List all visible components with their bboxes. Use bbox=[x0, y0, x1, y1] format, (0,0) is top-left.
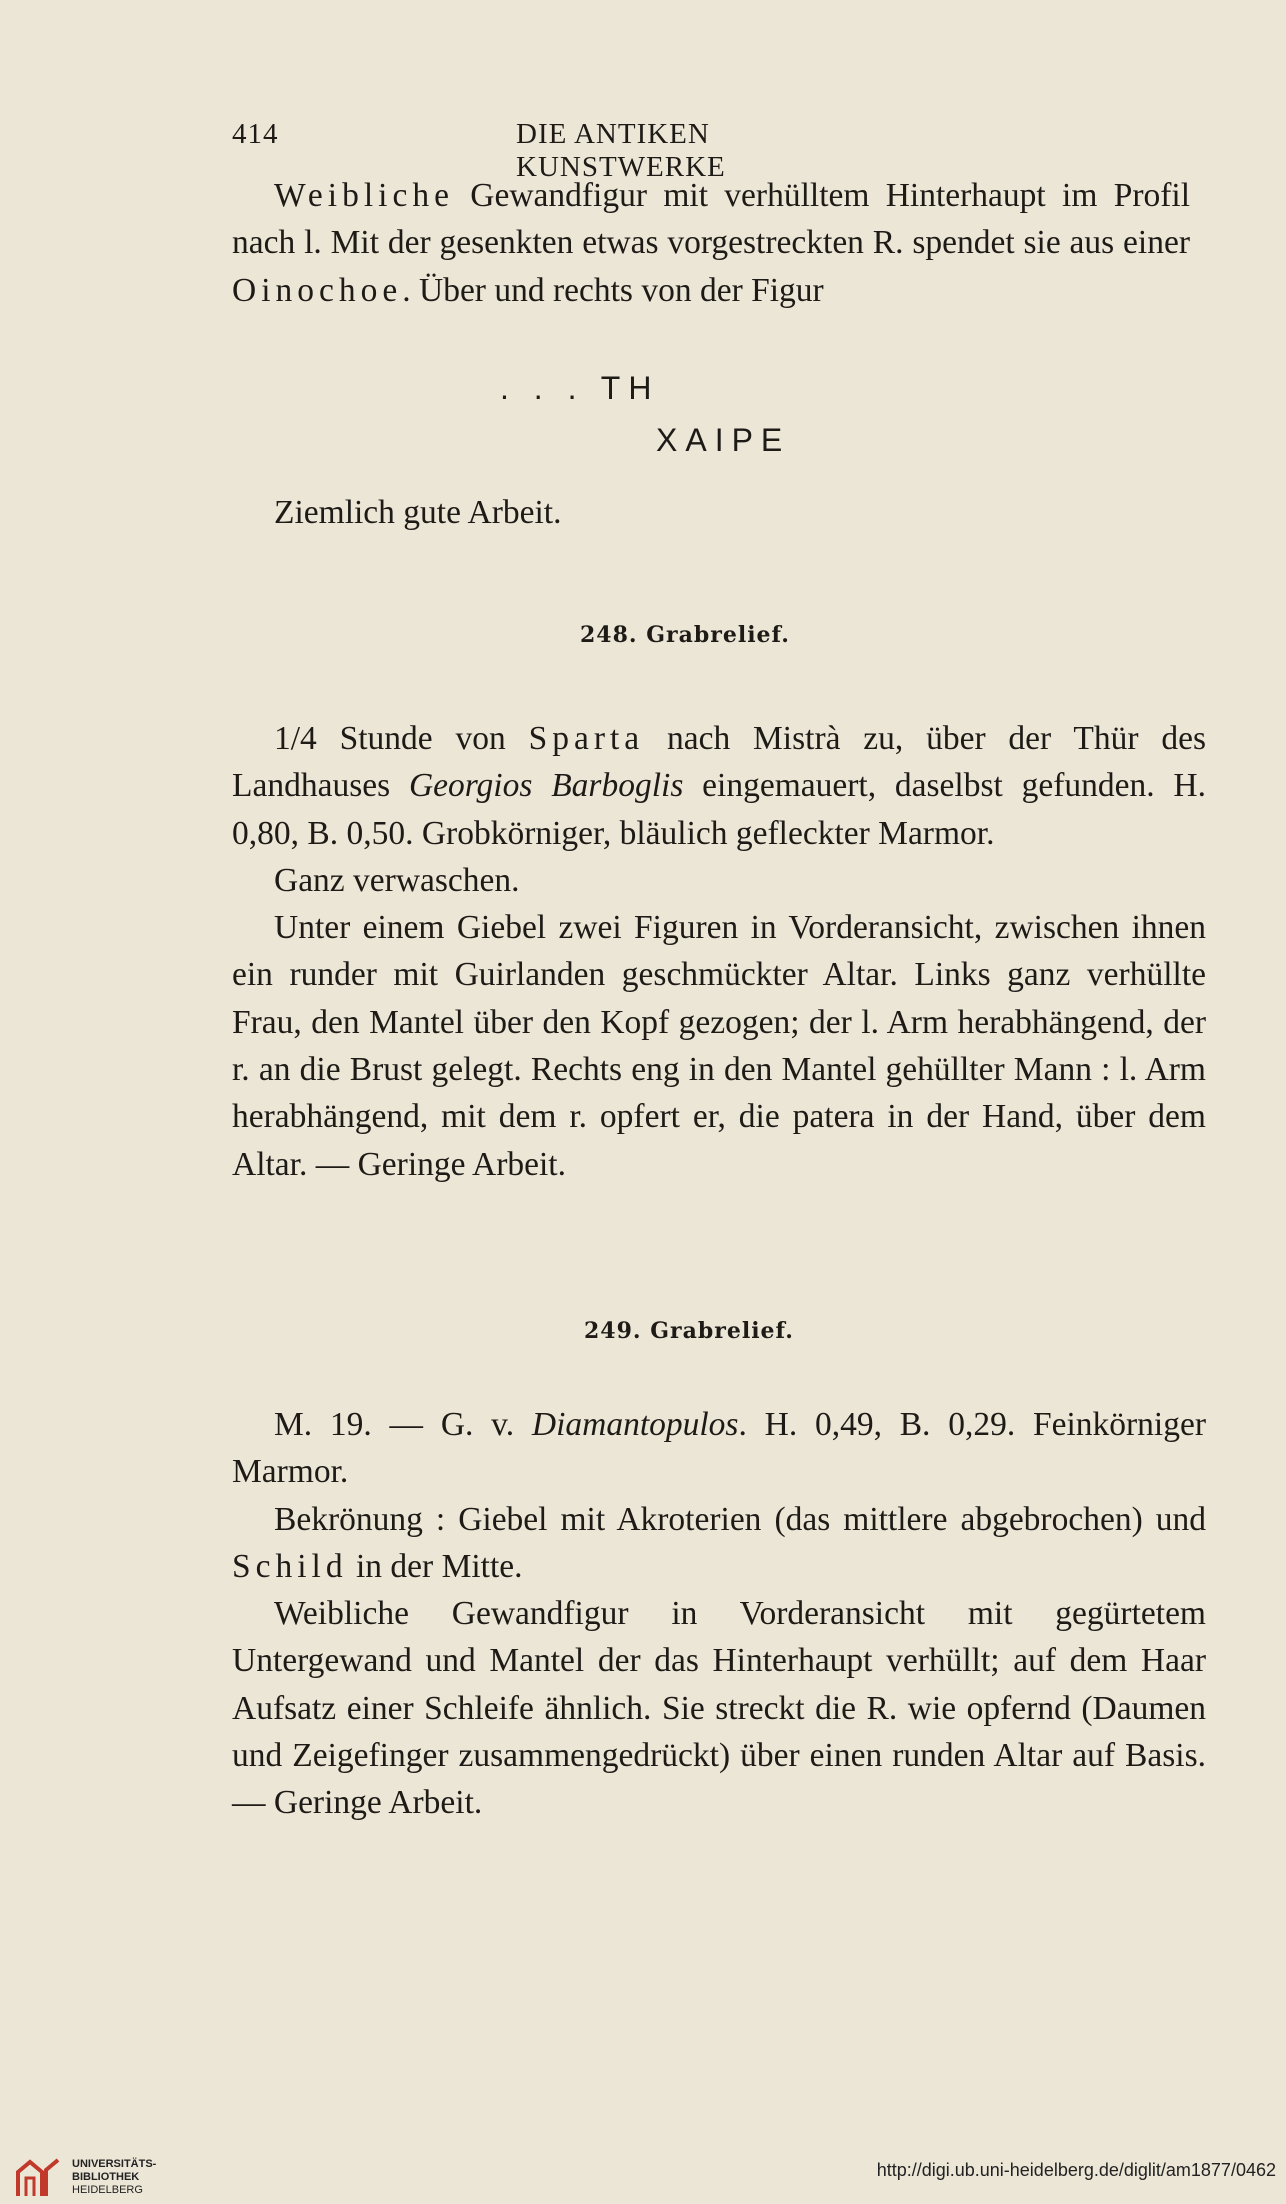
page-body bbox=[232, 172, 1206, 314]
spaced-word: Schild bbox=[232, 1547, 348, 1585]
paragraph-text: . H. 0,49, B. 0,29. Feinkörniger Marmor. bbox=[232, 1406, 1206, 1491]
paragraph-text: Gewandfigur mit verhülltem Hinterhaupt im Profil nach l. Mit der gesenkten etwas vorgestreckten R. spendet sie aus einer bbox=[232, 177, 1191, 262]
entry-248-paragraph-1 bbox=[232, 715, 1206, 857]
paragraph-text: in der Mitte. bbox=[356, 1547, 523, 1585]
library-line-1: UNIVERSITÄTS- bbox=[72, 2158, 157, 2170]
paragraph-text: Bekrönung : Giebel mit Akroterien (das mittlere abgebrochen) und bbox=[274, 1500, 1206, 1538]
entry-249-paragraph-3: Weibliche Gewandfigur in Vorderansicht mit gegürtetem Untergewand und Mantel der das Hinterhaupt verhüllt; auf dem Haar Aufsatz einer Schleife ähnlich. Sie streckt die R. wie opfernd (Daumen und Zeigefinger zusammengedrückt) über einen runden Altar auf Basis. — Geringe Arbeit. bbox=[232, 1595, 1206, 1822]
paragraph-text: eingemauert, daselbst gefunden. H. 0,80, B. 0,50. Grobkörniger, bläulich gefleckter Marmor. bbox=[232, 767, 1206, 852]
paragraph-text: . Über und rechts von der Figur bbox=[402, 271, 824, 309]
person-name: Georgios Barboglis bbox=[408, 767, 684, 805]
inscription-line-2: XAIPE bbox=[656, 422, 791, 458]
spaced-word: Sparta bbox=[528, 720, 645, 757]
entry-top-paragraph bbox=[232, 172, 1190, 314]
entry-249-paragraph-1 bbox=[232, 1401, 1206, 1496]
entry-248-paragraph-2: Ganz verwaschen. bbox=[274, 861, 520, 899]
inscription-line-1: . . . TH bbox=[500, 370, 660, 406]
library-logo[interactable] bbox=[12, 2156, 172, 2200]
source-url-link[interactable]: http://digi.ub.uni-heidelberg.de/diglit/am1877/0462 bbox=[876, 2160, 1276, 2180]
paragraph-text: M. 19. — G. v. bbox=[274, 1406, 515, 1443]
page-number: 414 bbox=[232, 118, 279, 150]
verdict-text: Ziemlich gute Arbeit. bbox=[274, 494, 562, 531]
entry-249-heading: 249. Grabrelief. bbox=[584, 1318, 794, 1344]
paragraph-text: 1/4 Stunde von bbox=[274, 720, 506, 757]
entry-248-body bbox=[232, 715, 1206, 1188]
running-title: DIE ANTIKEN KUNSTWERKE bbox=[516, 118, 726, 183]
running-header bbox=[232, 118, 922, 183]
library-line-3: HEIDELBERG bbox=[72, 2184, 143, 2196]
entry-249-paragraph-2 bbox=[232, 1496, 1206, 1591]
library-name bbox=[72, 2158, 156, 2197]
paragraph-text: nach Mistrà zu, über der Thür des Landhauses bbox=[232, 720, 1206, 805]
person-name: Diamantopulos bbox=[531, 1406, 739, 1443]
library-logo-icon bbox=[12, 2156, 64, 2200]
entry-248-paragraph-3: Unter einem Giebel zwei Figuren in Vorderansicht, zwischen ihnen ein runder mit Guirlanden geschmückter Altar. Links ganz verhüllte Frau, den Mantel über den Kopf gezogen; der l. Arm herabhängend, der r. an die Brust gelegt. Rechts eng in den Mantel gehüllter Mann : l. Arm herabhängend, mit dem r. opfert er, die patera in der Hand, über dem Altar. — Geringe Arbeit. bbox=[232, 909, 1206, 1183]
spaced-word: Weibliche bbox=[274, 177, 454, 214]
library-line-2: BIBLIOTHEK bbox=[72, 2171, 140, 2183]
entry-249-body bbox=[232, 1401, 1206, 1827]
spaced-word: Oinochoe bbox=[232, 271, 403, 309]
entry-248-heading: 248. Grabrelief. bbox=[580, 622, 790, 648]
